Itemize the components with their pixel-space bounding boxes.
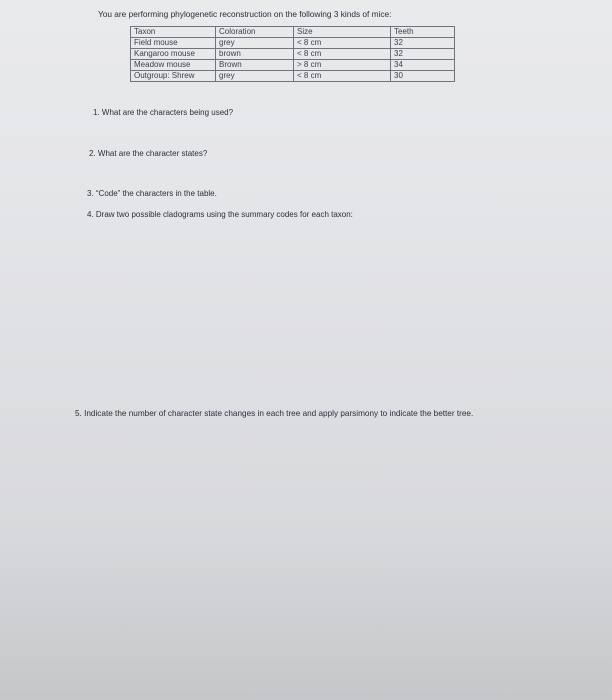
question-5: 5. Indicate the number of character state changes in each tree and apply parsimony to indicate the better tree. [75,409,474,418]
table-row [131,71,455,82]
cell-size: < 8 cm [294,71,391,82]
cell-taxon: Kangaroo mouse [131,49,216,60]
cell-size: < 8 cm [294,49,391,60]
cell-coloration: grey [216,71,294,82]
table-row [131,49,455,60]
cell-coloration: grey [216,38,294,49]
cell-teeth: 34 [391,60,455,71]
character-table [130,26,455,82]
page-shadow [0,520,612,700]
header-size: Size [294,27,391,38]
cell-teeth: 32 [391,38,455,49]
question-1: 1. What are the characters being used? [93,108,234,117]
cell-taxon: Outgroup: Shrew [131,71,216,82]
question-2: 2. What are the character states? [89,149,208,158]
question-4: 4. Draw two possible cladograms using the summary codes for each taxon: [87,210,353,219]
header-teeth: Teeth [391,27,455,38]
table-header-row [131,27,455,38]
table-row [131,38,455,49]
header-coloration: Coloration [216,27,294,38]
cell-taxon: Field mouse [131,38,216,49]
cell-size: < 8 cm [294,38,391,49]
cell-size: > 8 cm [294,60,391,71]
header-taxon: Taxon [131,27,216,38]
cell-teeth: 30 [391,71,455,82]
cell-coloration: Brown [216,60,294,71]
table-row [131,60,455,71]
intro-text: You are performing phylogenetic reconstruction on the following 3 kinds of mice: [98,9,392,19]
cell-teeth: 32 [391,49,455,60]
cell-taxon: Meadow mouse [131,60,216,71]
question-3: 3. “Code” the characters in the table. [87,189,217,198]
cell-coloration: brown [216,49,294,60]
